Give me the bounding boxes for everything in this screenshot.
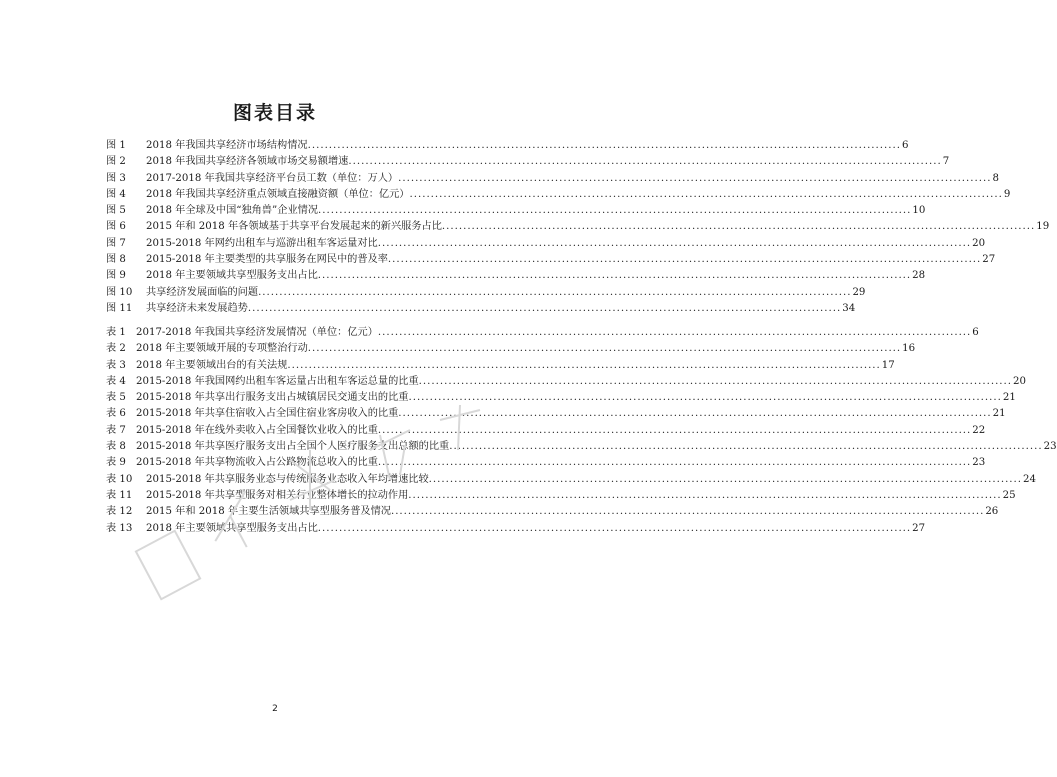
- entry-line: [136, 439, 1057, 455]
- entry-label: 表 5: [106, 392, 126, 404]
- entry-caption: 2015-2018 年共享医疗服务支出占全国个人医疗服务支出总额的比重: [136, 441, 450, 453]
- entry-label: 图 8: [106, 254, 126, 266]
- dot-leader: ............................................................................................................................................: [317, 522, 912, 534]
- dot-leader: ............................................................................................................................................: [317, 270, 912, 282]
- entry-label: 表 2: [106, 343, 126, 355]
- entry-label: 图 7: [106, 237, 126, 249]
- entry-page-number: 23: [1043, 441, 1057, 453]
- entry-label: 表 3: [106, 359, 126, 371]
- entry-page-number: 21: [992, 408, 1006, 420]
- entry-line: [146, 301, 856, 317]
- dot-leader: ............................................................................................................................................: [390, 506, 985, 518]
- entry-page-number: 28: [912, 270, 926, 282]
- dot-leader: ............................................................................................................................................: [408, 489, 1002, 501]
- entry-line: [146, 268, 926, 284]
- dot-leader: ............................................................................................................................................: [398, 172, 992, 184]
- dot-leader: ............................................................................................................................................: [377, 237, 972, 249]
- entry-page-number: 20: [972, 237, 986, 249]
- table-entry[interactable]: [106, 390, 1016, 406]
- entry-page-number: 9: [1003, 188, 1011, 200]
- figure-list: [106, 138, 1050, 317]
- entry-label: 表 6: [106, 408, 126, 420]
- entry-line: [146, 203, 926, 219]
- entry-label: 图 6: [106, 221, 126, 233]
- entry-line: [146, 236, 986, 252]
- entry-line: [146, 488, 1016, 504]
- entry-label: 表 7: [106, 424, 126, 436]
- dot-leader: ............................................................................................................................................: [247, 302, 842, 314]
- dot-leader: ............................................................................................................................................: [307, 140, 901, 151]
- entry-page-number: 6: [901, 140, 909, 151]
- entry-line: [146, 171, 999, 187]
- table-entry[interactable]: [106, 488, 1016, 504]
- entry-page-number: 6: [972, 327, 979, 338]
- table-entry[interactable]: [106, 472, 1036, 488]
- entry-caption: 2018 年主要领域共享型服务支出占比: [146, 522, 318, 534]
- entry-label: 图 10: [106, 286, 133, 298]
- table-entry[interactable]: [106, 374, 1026, 390]
- entry-page-number: 34: [842, 302, 856, 314]
- entry-page-number: 21: [1002, 392, 1016, 404]
- entry-line: [146, 252, 996, 268]
- entry-label: 表 12: [106, 506, 133, 518]
- table-entry[interactable]: [106, 521, 926, 537]
- figure-entry[interactable]: [106, 187, 1011, 203]
- dot-leader: ............................................................................................................................................: [377, 457, 972, 469]
- dot-leader: ............................................................................................................................................: [377, 424, 972, 436]
- entry-line: [146, 285, 866, 301]
- table-entry[interactable]: [106, 455, 986, 471]
- dot-leader: ............................................................................................................................................: [408, 392, 1002, 404]
- table-entry[interactable]: [106, 504, 999, 520]
- entry-caption: 2015-2018 年共享物流收入占公路物流总收入的比重: [136, 457, 378, 469]
- dot-leader: ............................................................................................................................................: [258, 286, 852, 298]
- entry-page-number: 26: [985, 506, 999, 518]
- dot-leader: ............................................................................................................................................: [409, 188, 1003, 200]
- entry-page-number: 10: [912, 205, 926, 217]
- entry-caption: 2015-2018 年在线外卖收入占全国餐饮业收入的比重: [136, 424, 378, 436]
- dot-leader: ............................................................................................................................................: [387, 254, 982, 266]
- entry-page-number: 19: [1036, 221, 1050, 233]
- entry-page-number: 8: [992, 172, 999, 184]
- entry-caption: 2018 年我国共享经济重点领域直接融资额（单位：亿元）: [146, 188, 410, 200]
- entry-page-number: 22: [972, 424, 986, 436]
- entry-page-number: 29: [852, 286, 866, 298]
- entry-line: [136, 406, 1006, 422]
- entry-caption: 2015 年和 2018 年主要生活领域共享型服务普及情况: [146, 506, 391, 518]
- entry-page-number: 17: [881, 359, 895, 371]
- entry-caption: 2018 年全球及中国“独角兽”企业情况: [146, 205, 319, 217]
- entry-line: [136, 341, 916, 357]
- dot-leader: ............................................................................................................................................: [348, 156, 942, 168]
- entry-line: [136, 390, 1016, 406]
- entry-caption: 共享经济发展面临的问题: [146, 286, 259, 298]
- entry-caption: 2015-2018 年共享服务业态与传统服务业态收入年均增速比较: [146, 473, 429, 485]
- entry-line: [146, 504, 999, 520]
- entry-line: [136, 455, 986, 471]
- entry-caption: 2015-2018 年主要类型的共享服务在网民中的普及率: [146, 254, 388, 266]
- entry-page-number: 23: [972, 457, 986, 469]
- entry-label: 图 5: [106, 205, 126, 217]
- entry-caption: 2018 年我国共享经济市场结构情况: [146, 140, 308, 151]
- figure-entry[interactable]: [106, 301, 856, 317]
- entry-line: [146, 521, 926, 537]
- entry-label: 图 3: [106, 172, 126, 184]
- entry-label: 图 1: [106, 140, 126, 151]
- entry-label: 表 9: [106, 457, 126, 469]
- table-entry[interactable]: [106, 325, 979, 341]
- table-entry[interactable]: [106, 358, 895, 374]
- entry-caption: 2015-2018 年我国网约出租车客运量占出租车客运总量的比重: [136, 375, 419, 387]
- entry-caption: 2018 年我国共享经济各领域市场交易额增速: [146, 156, 349, 168]
- dot-leader: ............................................................................................................................................: [449, 441, 1043, 453]
- entry-caption: 2015-2018 年共享出行服务支出占城镇居民交通支出的比重: [136, 392, 409, 404]
- figure-entry[interactable]: [106, 219, 1050, 235]
- entry-caption: 2015 年和 2018 年各领域基于共享平台发展起来的新兴服务占比: [146, 221, 442, 233]
- entry-label: 表 11: [106, 489, 133, 501]
- entry-caption: 2015-2018 年共享住宿收入占全国住宿业客房收入的比重: [136, 408, 399, 420]
- entry-caption: 2015-2018 年网约出租车与巡游出租车客运量对比: [146, 237, 378, 249]
- entry-caption: 2018 年主要领域出台的有关法规: [136, 359, 288, 371]
- figure-entry[interactable]: [106, 203, 926, 219]
- entry-line: [146, 138, 909, 154]
- page-number: 2: [272, 704, 278, 714]
- entry-line: [146, 187, 1011, 203]
- entry-label: 图 2: [106, 156, 126, 168]
- entry-label: 图 11: [106, 302, 133, 314]
- entry-caption: 共享经济未来发展趋势: [146, 302, 248, 314]
- dot-leader: ............................................................................................................................................: [398, 408, 992, 420]
- entry-line: [146, 219, 1050, 235]
- entry-label: 表 4: [106, 375, 126, 387]
- table-entry[interactable]: [106, 406, 1006, 422]
- dot-leader: ............................................................................................................................................: [377, 327, 972, 338]
- entry-line: [136, 423, 986, 439]
- figure-entry[interactable]: [106, 285, 866, 301]
- entry-line: [146, 472, 1036, 488]
- entry-label: 表 10: [106, 473, 133, 485]
- entry-page-number: 27: [912, 522, 926, 534]
- figure-entry[interactable]: [106, 171, 999, 187]
- dot-leader: ............................................................................................................................................: [418, 375, 1013, 387]
- entry-line: [136, 325, 979, 341]
- entry-caption: 2017-2018 年我国共享经济平台员工数（单位：万人）: [146, 172, 399, 184]
- entry-label: 图 9: [106, 270, 126, 282]
- entry-page-number: 27: [982, 254, 996, 266]
- entry-page-number: 7: [942, 156, 950, 168]
- entry-page-number: 25: [1002, 489, 1016, 501]
- entry-line: [136, 358, 895, 374]
- entry-label: 表 13: [106, 522, 133, 534]
- table-list: [106, 325, 1057, 537]
- figure-entry[interactable]: [106, 138, 909, 154]
- entry-caption: 2018 年主要领域共享型服务支出占比: [146, 270, 318, 282]
- entry-page-number: 24: [1023, 473, 1036, 485]
- entry-line: [146, 154, 950, 170]
- entry-caption: 2015-2018 年共享型服务对相关行业整体增长的拉动作用: [146, 489, 409, 501]
- figure-entry[interactable]: [106, 154, 950, 170]
- table-entry[interactable]: [106, 341, 916, 357]
- table-entry[interactable]: [106, 423, 986, 439]
- table-entry[interactable]: [106, 439, 1057, 455]
- entry-label: 图 4: [106, 188, 126, 200]
- figure-entry[interactable]: [106, 236, 986, 252]
- entry-caption: 2018 年主要领域开展的专项整治行动: [136, 343, 308, 355]
- entry-label: 表 8: [106, 441, 126, 453]
- entry-page-number: 16: [902, 343, 916, 355]
- entry-caption: 2017-2018 年我国共享经济发展情况（单位：亿元）: [136, 327, 378, 338]
- dot-leader: ............................................................................................................................................: [318, 205, 912, 217]
- page-title: 图表目录: [232, 102, 317, 124]
- figure-entry[interactable]: [106, 252, 996, 268]
- figure-entry[interactable]: [106, 268, 926, 284]
- dot-leader: ............................................................................................................................................: [441, 221, 1036, 233]
- dot-leader: ............................................................................................................................................: [287, 359, 881, 371]
- dot-leader: ............................................................................................................................................: [428, 473, 1023, 485]
- entry-label: 表 1: [106, 327, 126, 338]
- dot-leader: ............................................................................................................................................: [307, 343, 902, 355]
- entry-line: [136, 374, 1026, 390]
- entry-page-number: 20: [1013, 375, 1026, 387]
